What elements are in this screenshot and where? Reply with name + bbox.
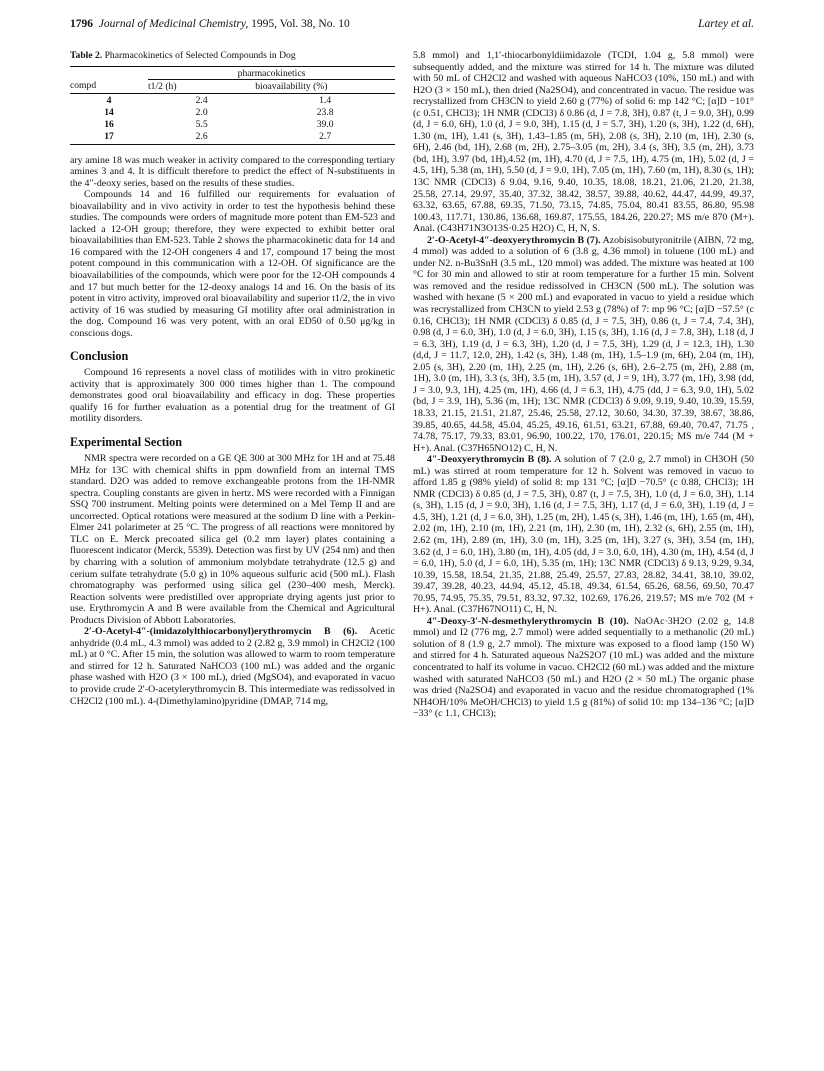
compound-6-continued: 5.8 mmol) and 1,1′-thiocarbonyldiimidazole (TCDI, 1.04 g, 5.8 mmol) were subsequently added, and the mixture was stirred for 14 h. The mixture was diluted with 50 mL of CH2Cl2 and washed with aqueous NaHCO3 (10%, 150 mL) and with H2O (3 × 150 mL), then dried (Na2SO4), and concentrated in vacuo. The residue was recrystallized from CH3CN to yield 2.60 g (77%) of solid 6: mp 142 °C; [α]D −101° (c 0.51, CHCl3); 1H NMR (CDCl3) δ 0.86 (d, J = 7.8, 3H), 0.87 (t, J = 9.0, 3H), 0.99 (d, J = 6.0, 6H), 1.0 (d, J = 9.0, 3H), 1.15 (d, J = 5.7, 3H), 1.20 (s, 3H), 1.22 (d, 6H), 1.30 (m, 1H), 1.41 (s, 3H), 1.43–1.85 (m, 5H), 2.08 (s, 3H), 2.10 (m, 1H), 2.30 (s, 6H), 2.46 (bd, 1H), 2.68 (m, 2H), 2.75–3.05 (m, 2H), 3.4 (s, 3H), 3.5 (m, 2H), 3.73 (bd, 1H), 3.97 (bd, 1H),4.52 (m, 1H), 4.70 (d, J = 7.5, 1H), 4.75 (m, 1H), 5.02 (d, J = 4.5, 1H), 5.38 (m, 1H), 5.50 (d, J = 9.0, 1H), 7.05 (m, 1H), 7.60 (m, 1H), 8.30 (s, 1H); 13C NMR (CDCl3) δ 9.04, 9.16, 9.40, 10.35, 18.08, 18.21, 21.06, 21.20, 21.38, 25.58, 27.14, 29.97, 35.40, 37.32, 38.42, 38.57, 39.88, 40.62, 44.47, 44.99, 49.37, 63.32, 63.65, 67.88, 69.35, 71.50, 73.15, 74.85, 75.04, 80.41 83.55, 86.80, 95.98 100.43, 117.71, 130.86, 136.68, 169.87, 175.55, 184.26, 220.27; MS m/e 870 (M+). Anal. (C43H71N3O13S·0.25 H2O) C, H, N, S.: [413, 50, 754, 235]
table-cell-bioavailability: 2.7: [255, 130, 395, 145]
compound-8-text: A solution of 7 (2.0 g, 2.7 mmol) in CH3OH (50 mL) was stirred at room temperature for 12 h. Solvent was removed in vacuo to afford 1.85 g (98% yield) of solid 8: mp 131 °C; [α]D −70.5° (c 0.88, CHCl3); 1H NMR (CDCl3) δ 0.85 (d, J = 7.5, 3H), 0.87 (t, J = 7.5, 3H), 1.0 (d, J = 6.0, 3H), 1.14 (s, 3H), 1.15 (d, J = 9.0, 3H), 1.16 (d, J = 7.5, 3H), 1.17 (d, J = 6.0, 3H), 1.19 (d, J = 4.5, 3H), 1.21 (d, J = 6.0, 3H), 1.25 (m, 2H), 1.45 (s, 3H), 1.46 (m, 1H), 1.65 (m, 4H), 2.02 (m, 1H), 2.10 (m, 1H), 2.21 (m, 1H), 2.30 (m, 1H), 2.32 (s, 6H), 2.55 (m, 1H), 2.62 (m, 1H), 2.89 (m, 1H), 3.0 (m, 1H), 3.25 (m, 1H), 3.27 (s, 3H), 3.54 (m, 1H), 3.62 (d, J = 6.0, 1H), 3.80 (m, 1H), 4.05 (dd, J = 3.0, 6.0, 1H), 4.30 (m, 1H), 4.54 (d, J = 6.0, 1H), 5.0 (d, J = 6.0, 1H), 5.35 (m, 1H); 13C NMR (CDCl3) δ 9.13, 9.29, 9.34, 10.39, 15.58, 18.54, 21.35, 21.88, 25.49, 25.57, 27.83, 28.82, 34.41, 38.10, 39.02, 39.47, 39.28, 40.23, 44.94, 45.12, 45.18, 49.34, 61.54, 65.26, 68.56, 69.50, 70.47 70.95, 74.95, 75.35, 79.51, 83.32, 97.32, 102.69, 176.26, 219.57; MS m/e 702 (M + H+). Anal. (C37H67NO11) C, H, N.: [413, 454, 754, 616]
table-cell-thalf: 2.0: [195, 106, 208, 118]
compound-7-heading: 2′-O-Acetyl-4″-deoxyerythromycin B (7).: [427, 234, 601, 246]
compound-6-heading: 2′-O-Acetyl-4″-(imidazolylthiocarbonyl)erythromycin B (6).: [84, 626, 358, 638]
table-row: [70, 93, 395, 106]
table-col-compd: compd: [70, 79, 148, 93]
compound-6-text: Acetic anhydride (0.4 mL, 4.3 mmol) was added to 2 (2.82 g, 3.9 mmol) in CH2Cl2 (100 mL) at 0 °C. After 15 min, the solution was allowed to warm to room temperature and stirred for 12 h. Saturated NaHCO3 (100 mL) was added and the organic phase washed with H2O (3 × 100 mL), dried (MgSO4), and evaporated in vacuo to provide crude 2′-O-acetylerythromycin B. This intermediate was redissolved in CH2Cl2 (100 mL). 4-(Dimethylamino)pyridine (DMAP, 714 mg,: [70, 626, 395, 707]
compound-8-paragraph: [413, 454, 754, 616]
table-cell-compd: 16: [104, 118, 114, 130]
table-cell-bioavailability: 1.4: [319, 94, 332, 106]
table-caption-text: Pharmacokinetics of Selected Compounds in Dog: [104, 50, 296, 61]
discussion-paragraph-2: Compounds 14 and 16 fulfilled our requirements for evaluation of bioavailability and in vivo activity in order to test the hypothesis behind these studies. The compounds were orders of magnitude more potent than EM-523 and lacked a 12-OH group; therefore, they were expected to exhibit better oral bioavailabilities than EM-523. Table 2 shows the pharmacokinetic data for 14 and 16 compared with the 12-OH congeners 4 and 17, compound 17 being the most potent compound in this communication with a 12-OH. Of significance are the bioavailabilities of the compounds, which were poor for the 12-OH compounds 4 and 17 but much better for the 12-deoxy analogs 14 and 16. On the basis of its potent in vitro activity, improved oral bioavailability and superior t1/2, the in vivo activity of 16 was studied by measuring GI motility after oral administration in the dog. Compound 16 was very potent, with an oral ED50 of 0.50 μg/kg in conscious dogs.: [70, 189, 395, 339]
table-col-bioavailability: bioavailability (%): [255, 79, 395, 93]
compound-10-text: NaOAc·3H2O (2.02 g, 14.8 mmol) and I2 (776 mg, 2.7 mmol) were added sequentially to a methanolic (20 mL) solution of 8 (1.9 g, 2.7 mmol). The mixture was exposed to a flood lamp (150 W) and stirred for 4 h. Saturated aqueous Na2S2O7 (10 mL) was added and the mixture concentrated to half its volume in vacuo. CH2Cl2 (60 mL) was added and the mixture washed with saturated NaHCO3 (50 mL) and H2O (2 × 50 mL) The organic phase was dried (Na2SO4) and evaporated in vacuo and the residue chromatographed (1% NH4OH/10% MeOH/CHCl3) to yield 1.5 g (81%) of solid 10: mp 134–136 °C; [α]D −33° (c 1.1, CHCl3);: [413, 615, 754, 720]
table-row: [70, 130, 395, 145]
page-number: 1796: [70, 18, 93, 30]
table-caption-label: Table 2.: [70, 50, 103, 61]
right-column: [413, 50, 754, 1057]
table-caption: [70, 50, 395, 62]
journal-name: Journal of Medicinal Chemistry,: [98, 18, 249, 30]
compound-7-paragraph: [413, 235, 754, 454]
experimental-paragraph: NMR spectra were recorded on a GE QE 300 at 300 MHz for 1H and at 75.48 MHz for 13C with chemical shifts in ppm downfield from an internal TMS standard. D2O was added to remove exchangeable protons from the 1H-NMR spectra. Coupling constants are given in hertz. MS were recorded with a Finnigan SSQ 700 instrument. Melting points were determined on a Mel Temp II and are uncorrected. Optical rotations were measured at the sodium D line with a Perkin-Elmer 241 polarimeter at 25 °C. The progress of all reactions were monitored by TLC on E. Merck precoated silica gel (0.2 mm layer) plates containing a fluorescent indicator (Merck, 5539). Detection was first by UV (254 nm) and then by charring with a solution of ammonium molybdate tetrahydrate (12.5 g) and cerium sulfate tetrahydrate (5.0 g) in 10% aqueous sulfuric acid (500 mL). Flash chromatography was performed using silica gel (230–400 mesh, Merck). Reaction solvents were predistilled over appropriate drying agents just prior to use. Erythromycin A and B were available from the Chemical and Agricultural Products Division of Abbott Laboratories.: [70, 453, 395, 626]
table-col-thalf: t1/2 (h): [148, 79, 255, 93]
running-header: [70, 16, 754, 32]
header-left: [70, 16, 350, 32]
volume-info: 1995, Vol. 38, No. 10: [251, 18, 350, 30]
table-cell-compd: 14: [104, 106, 114, 118]
conclusion-heading: Conclusion: [70, 349, 129, 364]
conclusion-paragraph: Compound 16 represents a novel class of motilides with in vitro prokinetic activity that is approximately 300 000 times higher than 1. The compound demonstrates good oral bioavailability and efficacy in dog. These properties qualify 16 for further evaluation as a potential drug for the treatment of GI motility disorders.: [70, 367, 395, 425]
compound-10-paragraph: [413, 616, 754, 720]
table-cell-thalf: 2.6: [148, 130, 255, 145]
table-group-header: pharmacokinetics: [148, 67, 395, 80]
table-cell-compd: 17: [70, 130, 148, 145]
discussion-paragraph-1: ary amine 18 was much weaker in activity compared to the corresponding tertiary amines 3 and 4. It is difficult therefore to predict the effect of N-substituents in the 4″-deoxy series, based on the results of these studies.: [70, 154, 395, 189]
pharmacokinetics-table: [70, 66, 395, 145]
table-cell-thalf: 2.4: [195, 94, 208, 106]
table-cell-thalf: 5.5: [195, 118, 208, 130]
compound-8-heading: 4″-Deoxyerythromycin B (8).: [427, 454, 552, 466]
table-row: [70, 118, 395, 130]
table-row: [70, 106, 395, 118]
experimental-heading: Experimental Section: [70, 435, 183, 450]
table-cell-bioavailability: 39.0: [316, 118, 334, 130]
table-cell-compd: 4: [106, 94, 112, 106]
table-cell-bioavailability: 23.8: [316, 106, 334, 118]
compound-6-paragraph: [70, 626, 395, 707]
table-group-header-row: [70, 67, 395, 80]
header-authors: Lartey et al.: [698, 18, 754, 30]
compound-10-heading: 4″-Deoxy-3′-N-desmethylerythromycin B (10).: [427, 615, 629, 627]
left-column: [70, 50, 395, 1057]
table-header-row: [70, 79, 395, 93]
compound-7-text: Azobisisobutyronitrile (AIBN, 72 mg, 4 mmol) was added to a solution of 6 (3.8 g, 4.36 mmol) in toluene (100 mL) and under N2. n-Bu3SnH (3.5 mL, 120 mmol) was added. The mixture was heated at 100 °C for 30 min and allowed to stir at room temperature for a further 15 min. Solvent was removed and the residue redissolved in CH3CN (500 mL). The solution was washed with hexane (5 × 200 mL) and evaporated in vacuo to yield a residue which was recrystallized from CH3CN to yield 2.53 g (78%) of 7: mp 96 °C; [α]D −57.5° (c 0.16, CHCl3); 1H NMR (CDCl3) δ 0.85 (d, J = 7.5, 3H), 0.86 (t, J = 7.4, 7.4, 3H), 0.98 (d, J = 6.0, 3H), 1.0 (d, J = 6.0, 3H), 1.15 (s, 3H), 1.16 (d, J = 7.8, 3H), 1.18 (d, J = 6.3, 3H), 1.19 (d, J = 6.3, 3H), 1.20 (d, J = 7.5, 3H), 1.29 (d, J = 12.3, 1H), 1.30 (d,d, J = 11.7, 12.0, 2H), 1.42 (s, 3H), 1.48 (m, 1H), 1.5–1.9 (m, 6H), 2.04 (m, 1H), 2.05 (s, 3H), 2.20 (m, 1H), 2.25 (m, 1H), 2.26 (s, 6H), 2.6–2.75 (m, 2H), 2.88 (m, 1H), 3.0 (m, 1H), 3.3 (s, 3H), 3.5 (m, 1H), 3.57 (d, J = 9, 1H), 3.77 (m, 1H), 3.98 (dd, J = 3.0, 9.3, 1H), 4.25 (m, 1H), 4.66 (d, J = 6.3, 1H), 4.75 (dd, J = 6.3, 9.0, 1H), 5.02 (bd, J = 3.9, 1H), 5.36 (m, 1H); 13C NMR (CDCl3) δ 9.09, 9.19, 9.40, 10.39, 15.59, 18.33, 21.15, 21.51, 21.87, 25.46, 25.58, 27.12, 30.60, 34.30, 37.39, 38.67, 38.86, 39.85, 40.65, 44.58, 45.04, 45.25, 49.16, 61.51, 63.21, 67.88, 69.40, 70.47, 71.75 , 74.78, 75.17, 79.33, 83.01, 96.90, 100.22, 170, 176.01, 220.15; MS m/e 744 (M + H+). Anal. (C37H65NO12) C, H, N.: [413, 234, 754, 454]
